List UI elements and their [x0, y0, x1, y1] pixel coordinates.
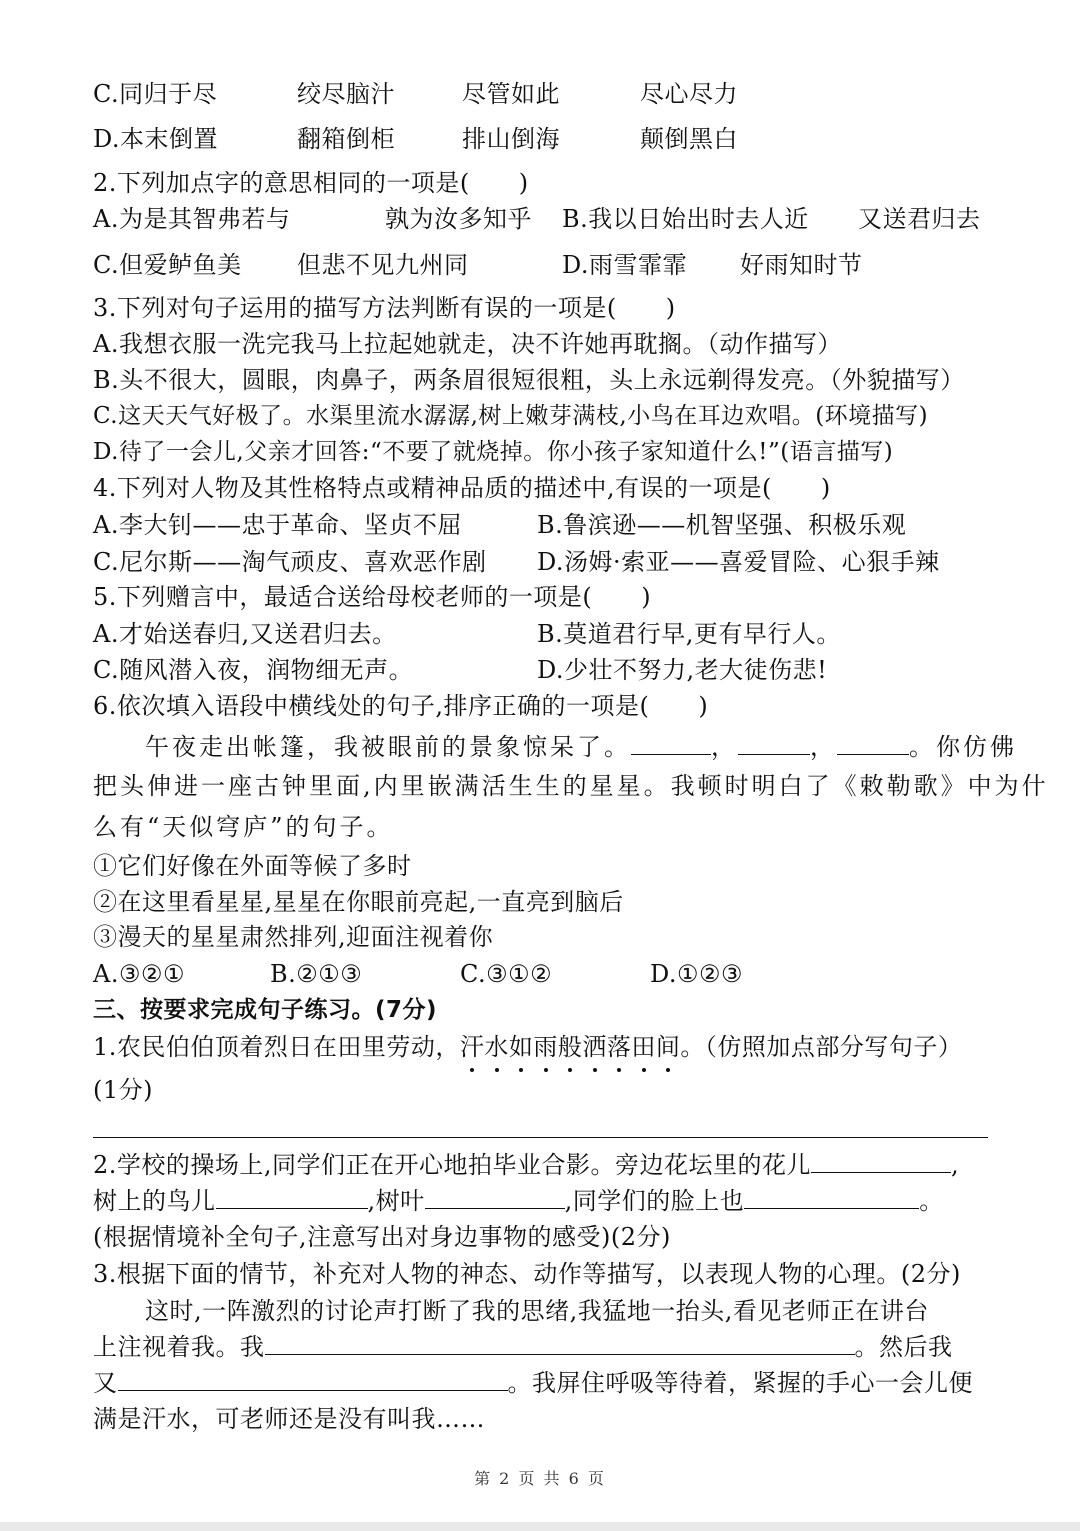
- q6-option-c: C.③①②: [460, 960, 553, 988]
- q5-option-b: B.莫道君行早,更有早行人。: [537, 620, 841, 648]
- s3-q2-text-b: 树上的鸟儿: [93, 1187, 216, 1215]
- q6-option-b: B.②①③: [270, 960, 363, 988]
- dotted-char: 汗: [460, 1030, 485, 1064]
- dotted-char: 般: [558, 1030, 583, 1064]
- q1-option-d-w3: 排山倒海: [462, 125, 560, 153]
- q2-option-c2: 但悲不见九州同: [297, 251, 469, 279]
- s3-q3-paragraph-3: [93, 1366, 973, 1400]
- s3-q1-score: (1分): [93, 1076, 153, 1104]
- s3-q3-paragraph-1: 这时,一阵激烈的讨论声打断了我的思绪,我猛地一抬头,看见老师正在讲台: [145, 1297, 929, 1325]
- s3-q1-stem: [93, 1030, 962, 1064]
- q6-option-d: D.①②③: [650, 960, 744, 988]
- s3-q2-line2: 树上的鸟儿 ,树叶 ,同学们的脸上也 。: [93, 1184, 944, 1218]
- q4-option-d: D.汤姆·索亚——喜爱冒险、心狠手辣: [537, 548, 940, 576]
- q1-option-d-label: D.本末倒置: [93, 125, 219, 153]
- s3-q2-line1: 2.学校的操场上,同学们正在开心地拍毕业合影。旁边花坛里的花儿 ,: [93, 1148, 959, 1182]
- q1-option-d-w2: 翻箱倒柜: [297, 125, 395, 153]
- q6-sentence-1: ①它们好像在外面等候了多时: [93, 852, 412, 880]
- q3-stem: 3.下列对句子运用的描写方法判断有误的一项是( ): [93, 294, 676, 322]
- q2-option-b2: 又送君归去: [858, 205, 981, 233]
- s3-q3-text-3a: 又: [93, 1369, 118, 1397]
- dotted-char: 如: [509, 1030, 534, 1064]
- q4-option-c: C.尼尔斯——淘气顽皮、喜欢恶作剧: [93, 548, 487, 576]
- q2-option-c1: C.但爱鲈鱼美: [93, 251, 242, 279]
- s3-q3-blank-2[interactable]: [118, 1366, 508, 1391]
- q2-stem: 2.下列加点字的意思相同的一项是( ): [93, 169, 529, 197]
- dotted-char: 水: [484, 1030, 509, 1064]
- q6-sentence-3: ③漫天的星星肃然排列,迎面注视着你: [93, 923, 494, 951]
- s3-q2-text-a: 2.学校的操场上,同学们正在开心地拍毕业合影。旁边花坛里的花儿: [93, 1151, 812, 1179]
- q2-option-a2: 孰为汝多知乎: [385, 205, 532, 233]
- s3-q3-blank-1[interactable]: [265, 1330, 855, 1355]
- s3-q1-post: 。（仿照加点部分写句子）: [680, 1033, 963, 1061]
- q4-option-a: A.李大钊——忠于革命、坚贞不屈: [93, 511, 462, 539]
- s3-q3-stem: 3.根据下面的情节，补充对人物的神态、动作等描写，以表现人物的心理。(2分): [93, 1260, 961, 1288]
- q6-paragraph-line2: 把头伸进一座古钟里面,内里嵌满活生生的星星。我顿时明白了《敕勒歌》中为什: [93, 772, 1049, 800]
- q6-para1-text: 午夜走出帐篷，我被眼前的景象惊呆了。: [145, 733, 631, 761]
- dotted-char: 雨: [533, 1030, 558, 1064]
- q6-blank-2[interactable]: [738, 730, 810, 755]
- q4-option-b: B.鲁滨逊——机智坚强、积极乐观: [537, 511, 907, 539]
- q1-option-c-w3: 尽管如此: [462, 80, 560, 108]
- s3-q2-instruction: (根据情境补全句子,注意写出对身边事物的感受)(2分): [93, 1223, 671, 1251]
- s3-q1-pre: 1.农民伯伯顶着烈日在田里劳动，: [93, 1033, 460, 1061]
- q1-option-c-w2: 绞尽脑汁: [297, 80, 395, 108]
- dotted-char: 间: [656, 1030, 681, 1064]
- s3-q1-dotted-phrase: [460, 1030, 681, 1064]
- q3-option-c: C.这天天气好极了。水渠里流水潺潺,树上嫩芽满枝,小鸟在耳边欢唱。(环境描写): [93, 403, 929, 429]
- s3-q2-blank-2[interactable]: [216, 1184, 368, 1209]
- q2-option-a1: A.为是其智弗若与: [93, 205, 291, 233]
- dotted-char: 落: [607, 1030, 632, 1064]
- s3-q3-paragraph-4: 满是汗水，可老师还是没有叫我……: [93, 1405, 485, 1433]
- s3-q2-blank-3[interactable]: [425, 1184, 565, 1209]
- q2-option-d2: 好雨知时节: [740, 251, 863, 279]
- q6-paragraph-line3: 么有“天似穹庐”的句子。: [93, 813, 394, 841]
- s3-q2-text-d: ,同学们的脸上也: [564, 1187, 745, 1215]
- q6-blank-3[interactable]: [837, 730, 909, 755]
- s3-q3-text-3b: 。我屏住呼吸等待着，紧握的手心一会儿便: [507, 1369, 973, 1397]
- q1-option-c-label: [93, 77, 217, 111]
- q6-option-a: A.③②①: [93, 960, 186, 988]
- q3-option-d: D.待了一会儿,父亲才回答:“不要了就烧掉。你小孩子家知道什么!”(语言描写): [93, 439, 894, 465]
- q3-option-b: B.头不很大，圆眼，肉鼻子，两条眉很短很粗，头上永远剃得发亮。（外貌描写）: [93, 366, 965, 394]
- q3-option-a: A.我想衣服一洗完我马上拉起她就走，决不许她再耽搁。（动作描写）: [93, 330, 842, 358]
- s3-q2-text-c: ,树叶: [367, 1187, 425, 1215]
- s3-q3-text-2b: 。然后我: [854, 1333, 953, 1361]
- q1-option-d-w4: 颠倒黑白: [640, 125, 738, 153]
- section3-title: 三、按要求完成句子练习。(7分): [93, 997, 438, 1023]
- q5-option-a: A.才始送春归,又送君归去。: [93, 620, 397, 648]
- s3-q3-paragraph-2: [93, 1330, 953, 1364]
- page-footer: 第 2 页 共 6 页: [474, 1469, 606, 1488]
- q2-option-b1: B.我以日始出时去人近: [562, 205, 809, 233]
- q5-option-d: D.少壮不努力,老大徒伤悲!: [537, 656, 828, 684]
- s3-q1-answer-line[interactable]: [93, 1137, 988, 1138]
- q5-option-c: C.随风潜入夜，润物细无声。: [93, 656, 414, 684]
- q1-option-c-w4: 尽心尽力: [640, 80, 738, 108]
- dotted-char: 洒: [582, 1030, 607, 1064]
- q5-stem: 5.下列赠言中，最适合送给母校老师的一项是( ): [93, 583, 652, 611]
- q6-stem: 6.依次填入语段中横线处的句子,排序正确的一项是( ): [93, 692, 709, 720]
- q6-sentence-2: ②在这里看星星,星星在你眼前亮起,一直亮到脑后: [93, 888, 624, 916]
- q2-option-d1: D.雨雪霏霏: [562, 251, 688, 279]
- q6-blank-1[interactable]: [631, 730, 711, 755]
- q6-paragraph-line1: 午夜走出帐篷，我被眼前的景象惊呆了。 ， ， 。你仿佛: [145, 730, 1017, 764]
- s3-q2-blank-1[interactable]: [811, 1148, 951, 1173]
- bottom-bar: [0, 1522, 1080, 1531]
- q6-para1-tail: 。你仿佛: [909, 733, 1017, 761]
- s3-q3-text-2a: 上注视着我。我: [93, 1333, 265, 1361]
- q1-option-c-text: C.同归于尽: [93, 80, 218, 108]
- s3-q2-blank-4[interactable]: [744, 1184, 919, 1209]
- q4-stem: 4.下列对人物及其性格特点或精神品质的描述中,有误的一项是( ): [93, 474, 831, 502]
- dotted-char: 田: [631, 1030, 656, 1064]
